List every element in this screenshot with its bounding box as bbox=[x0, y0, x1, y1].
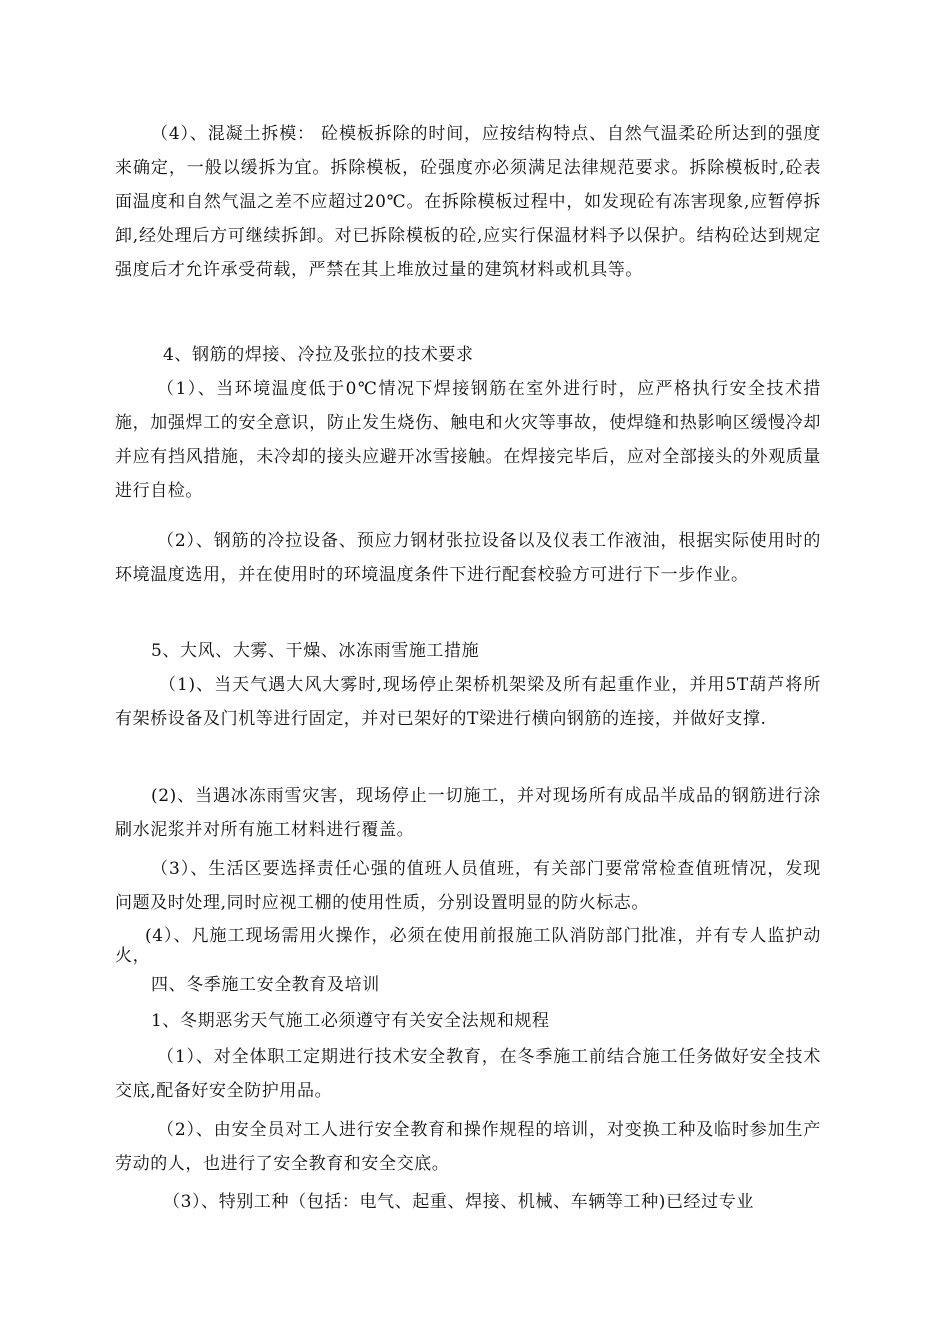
paragraph-wind-fog: （1)、当天气遇大风大雾时,现场停止架桥机架梁及所有起重作业，并用5T葫芦将所有架桥设备及门机等进行固定，并对已架好的T梁进行横向钢筋的连接，并做好支撑. bbox=[115, 675, 821, 729]
heading-safety-education: 四、冬季施工安全教育及培训 bbox=[151, 975, 380, 995]
paragraph-cold-drawing: （2）、钢筋的冷拉设备、预应力钢材张拉设备以及仪表工作液油，根据实际使用时的环境温度选用，并在使用时的环境温度条件下进行配套校验方可进行下一步作业。 bbox=[115, 531, 821, 585]
paragraph-fire-operation: (4）、凡施工现场需用火操作，必须在使用前报施工队消防部门批准，并有专人监护动火， bbox=[115, 926, 821, 966]
heading-rebar-welding: 4、钢筋的焊接、冷拉及张拉的技术要求 bbox=[163, 345, 474, 365]
paragraph-safety-officer: （2）、由安全员对工人进行安全教育和操作规程的培训，对变换工种及临时参加生产劳动的人，也进行了安全教育和安全交底。 bbox=[115, 1120, 821, 1174]
paragraph-welding-low-temp: （1）、当环境温度低于0℃情况下焊接钢筋在室外进行时，应严格执行安全技术措施，加强焊工的安全意识，防止发生烧伤、触电和火灾等事故，使焊缝和热影响区缓慢冷却并应有挡风措施，未冷却的接头应避开冰雪接触。在焊接完毕后，应对全部接头的外观质量进行自检。 bbox=[115, 379, 821, 501]
paragraph-special-trades: （3）、特别工种（包括：电气、起重、焊接、机械、车辆等工种)已经过专业 bbox=[163, 1192, 754, 1212]
heading-weather-measures: 5、大风、大雾、干燥、冰冻雨雪施工措施 bbox=[151, 641, 480, 661]
paragraph-ice-snow: (2)、当遇冰冻雨雪灾害，现场停止一切施工，并对现场所有成品半成品的钢筋进行涂刷水泥浆并对所有施工材料进行覆盖。 bbox=[115, 786, 821, 840]
paragraph-staff-training: （1）、对全体职工定期进行技术安全教育，在冬季施工前结合施工任务做好安全技术交底,配备好安全防护用品。 bbox=[115, 1047, 821, 1101]
paragraph-form-removal: （4）、混凝土拆模： 砼模板拆除的时间，应按结构特点、自然气温柔砼所达到的强度来确定，一般以缓拆为宜。拆除模板，砼强度亦必须满足法律规范要求。拆除模板时,砼表面温度和自然气温之差不应超过20℃。在拆除模板过程中，如发现砼有冻害现象,应暂停拆卸,经处理后方可继续拆卸。对已拆除模板的砼,应实行保温材料予以保护。结构砼达到规定强度后才允许承受荷载，严禁在其上堆放过量的建筑材料或机具等。 bbox=[115, 124, 821, 280]
heading-safety-regulations: 1、冬期恶劣天气施工必须遵守有关安全法规和规程 bbox=[151, 1011, 550, 1031]
paragraph-living-area: （3）、生活区要选择责任心强的值班人员值班，有关部门要常常检查值班情况，发现问题及时处理,同时应视工棚的使用性质，分别设置明显的防火标志。 bbox=[115, 859, 821, 913]
